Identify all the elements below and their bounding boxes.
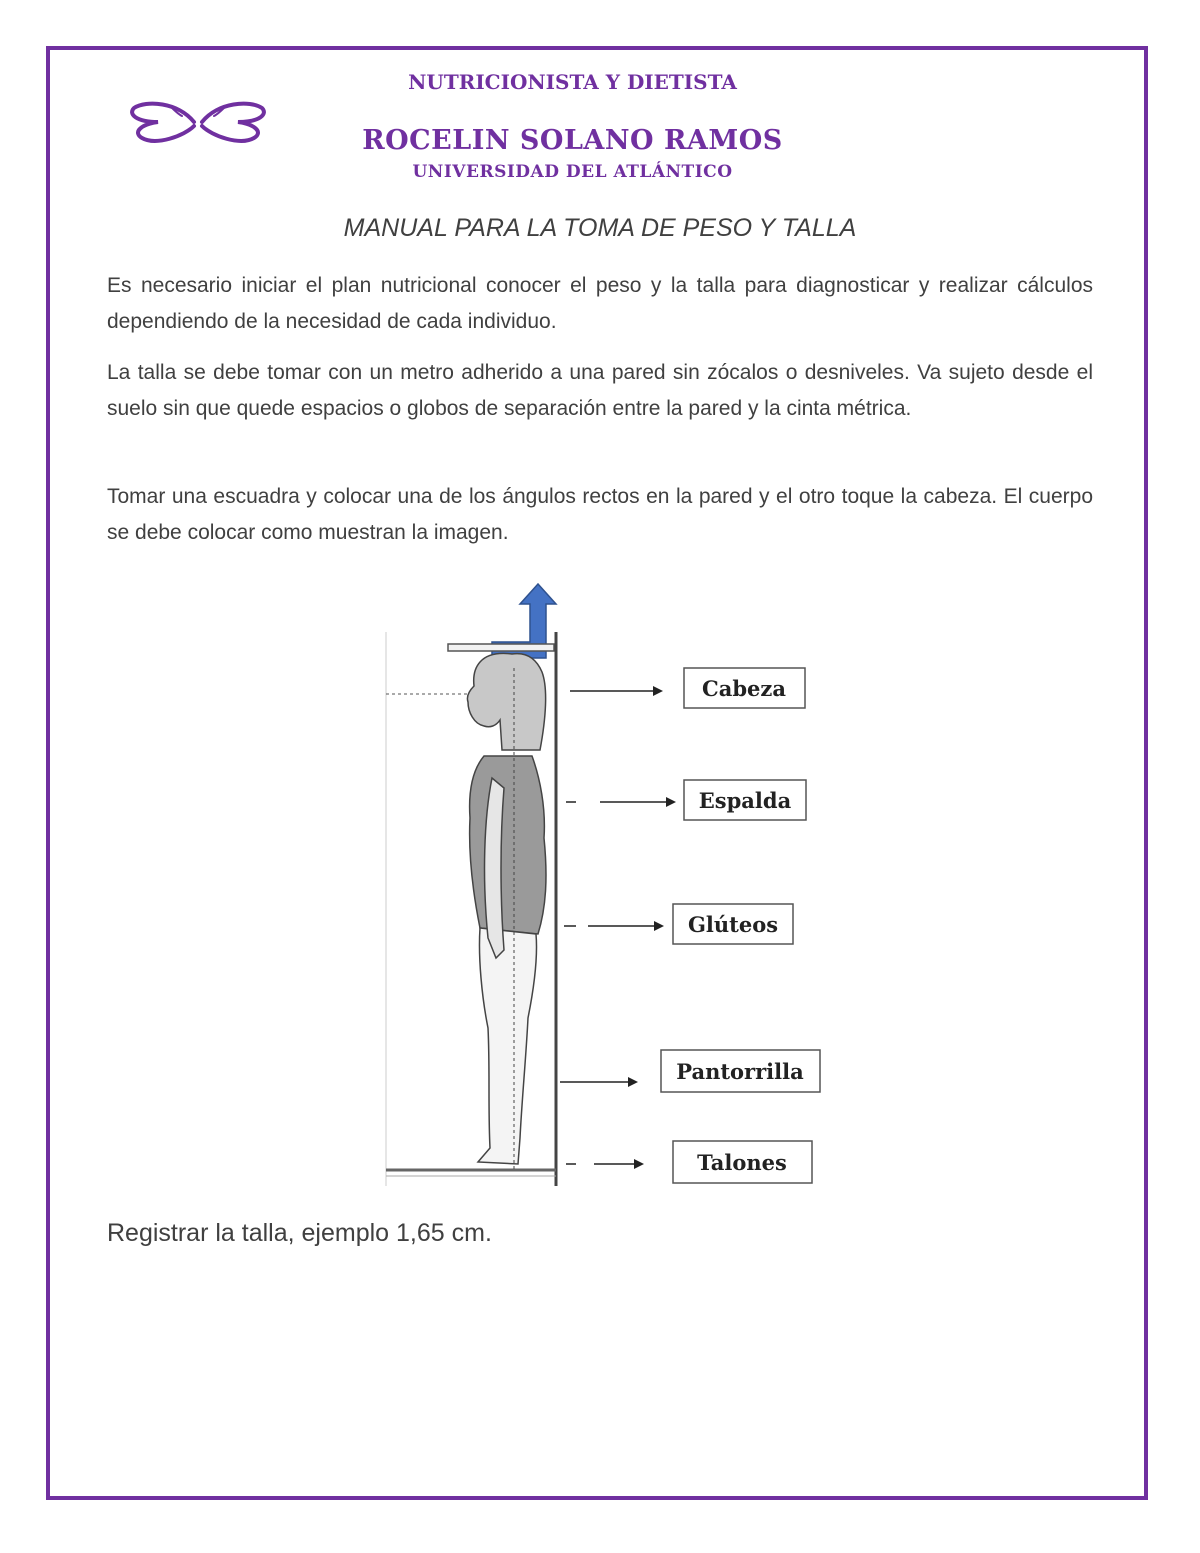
paragraph-wall-tape: La talla se debe tomar con un metro adherido a una pared sin zócalos o desniveles. Va sujeto desde el suelo sin que quede espacios o globos de separación entre la pared y la cinta métrica. [107,361,1093,420]
label-back: Espalda [698,788,792,813]
headboard [448,644,554,651]
label-calf: Pantorrilla [676,1059,804,1084]
standing-person [467,653,546,1164]
register-note: Registrar la talla, ejemplo 1,65 cm. [107,1219,492,1247]
paragraph-square: Tomar una escuadra y colocar una de los ángulos rectos en la pared y el otro toque la cabeza. El cuerpo se debe colocar como muestran la imagen. [107,485,1093,544]
author-name: ROCELIN SOLANO RAMOS [362,125,783,156]
profession-heading: NUTRICIONISTA Y DIETISTA [408,70,737,94]
label-heels: Talones [697,1150,787,1175]
label-head: Cabeza [702,676,786,701]
paragraph-intro: Es necesario iniciar el plan nutricional conocer el peso y la talla para diagnosticar y realizar cálculos dependiendo de la necesidad de cada individuo. [107,274,1093,333]
university-name: UNIVERSIDAD DEL ATLÁNTICO [412,162,733,182]
document-title: MANUAL PARA LA TOMA DE PESO Y TALLA [343,214,857,242]
height-measurement-figure [380,578,830,1198]
label-glutes: Glúteos [687,912,779,937]
